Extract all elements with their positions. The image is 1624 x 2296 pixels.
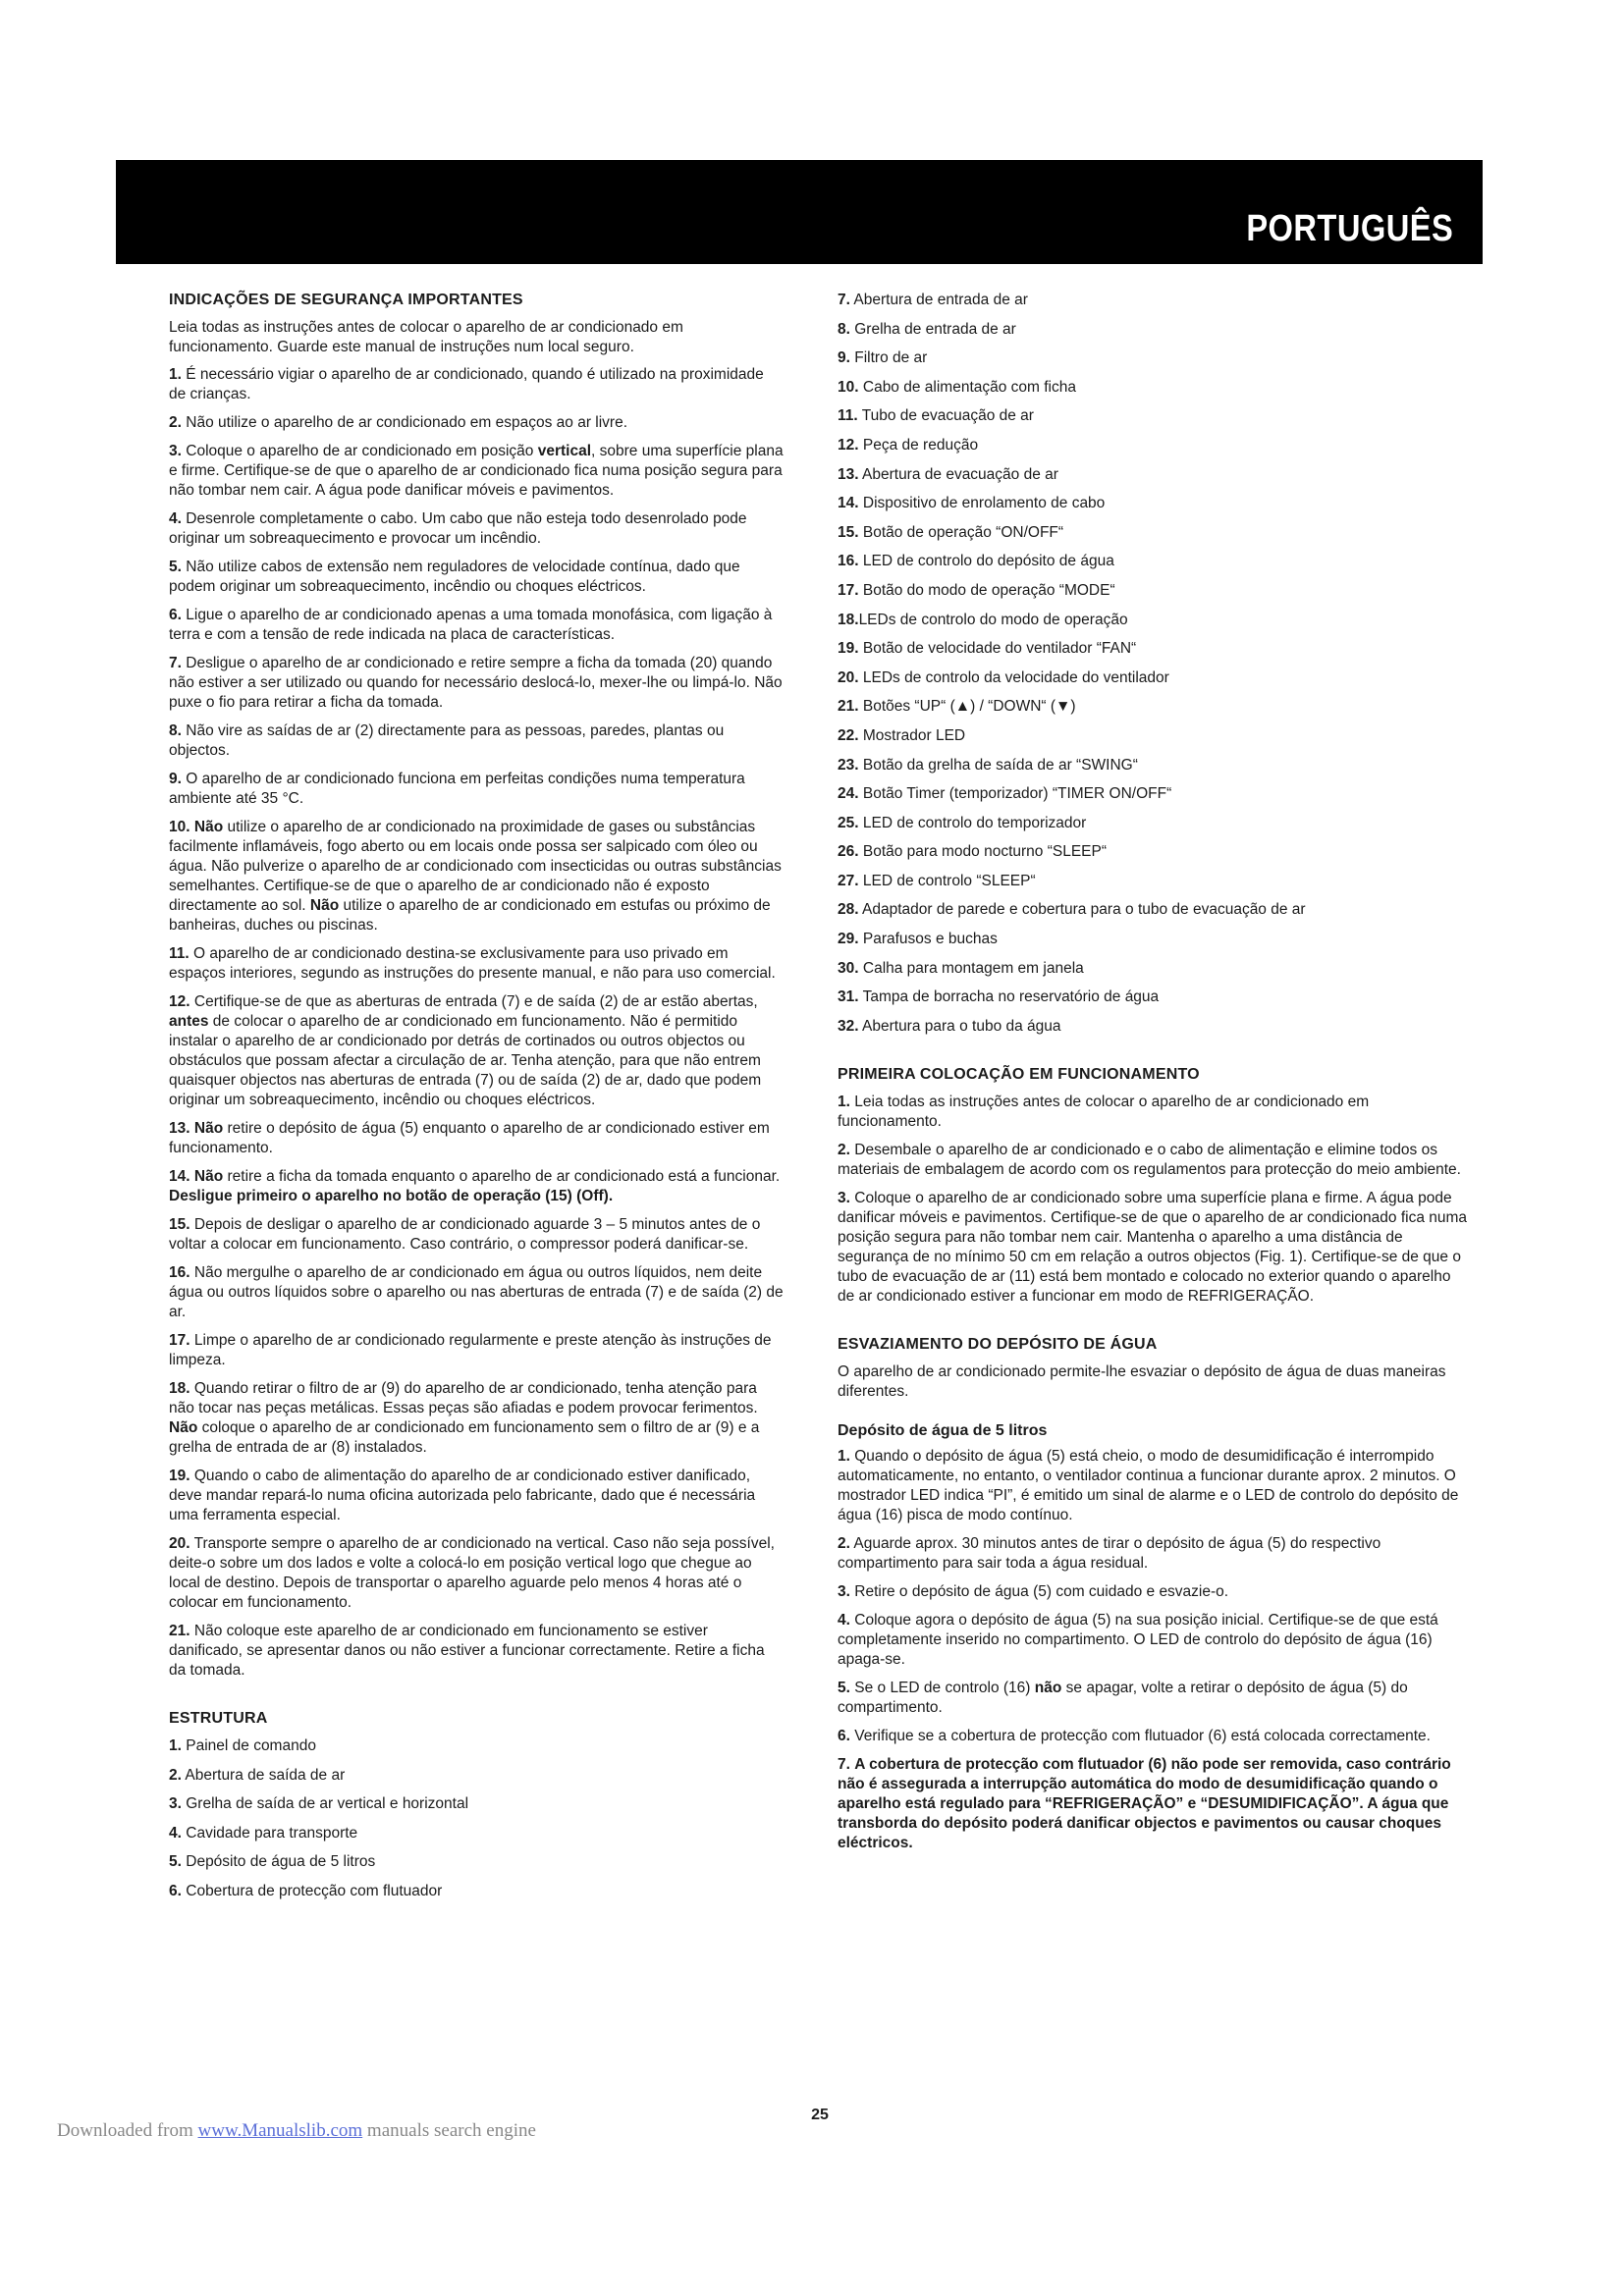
- structure-item: 4. Cavidade para transporte: [169, 1824, 358, 1842]
- structure-list-part1: [169, 1736, 784, 1901]
- structure-item: 19. Botão de velocidade do ventilador “FAN“: [838, 640, 1137, 658]
- structure-item: 5. Depósito de água de 5 litros: [169, 1853, 376, 1871]
- emptying-item: 3. Retire o depósito de água (5) com cuidado e esvazie-o.: [838, 1583, 1229, 1601]
- emptying-item: 5. Se o LED de controlo (16) não se apagar, volte a retirar o depósito de água (5) do compartimento.: [838, 1680, 1408, 1717]
- safety-item: 14. Não retire a ficha da tomada enquanto o aparelho de ar condicionado está a funcionar. Desligue primeiro o aparelho no botão de operação (15) (Off).: [169, 1168, 781, 1204]
- safety-item: 7. Desligue o aparelho de ar condicionado e retire sempre a ficha da tomada (20) quando não estiver a ser utilizado ou quando for necessário deslocá-lo, mexer-lhe ou limpá-lo. Não puxe o fio para retirar a ficha da tomada.: [169, 655, 783, 711]
- safety-item: 19. Quando o cabo de alimentação do aparelho de ar condicionado estiver danificado, deve mandar repará-lo numa oficina autorizada pelo fabricante, dado que é necessária uma ferramenta especial.: [169, 1468, 756, 1523]
- first-use-item: 1. Leia todas as instruções antes de colocar o aparelho de ar condicionado em funcionamento.: [838, 1094, 1370, 1131]
- structure-item: 13. Abertura de evacuação de ar: [838, 465, 1058, 483]
- emptying-warning: 7. A cobertura de protecção com flutuador (6) não pode ser removida, caso contrário não é assegurada a interrupção automática do modo de desumidificação quando o aparelho está regulado para “REFRIGERAÇÃO” e “DESUMIDIFICAÇÃO”. A água que transborda do depósito poderá danificar objectos e pavimentos ou causar choques eléctricos.: [838, 1756, 1451, 1852]
- manualslib-link[interactable]: www.Manualslib.com: [197, 2120, 363, 2141]
- structure-item: 29. Parafusos e buchas: [838, 931, 998, 948]
- safety-item: 5. Não utilize cabos de extensão nem reguladores de velocidade contínua, dado que podem originar um sobreaquecimento, incêndio ou choques eléctricos.: [169, 559, 740, 595]
- structure-item: 1. Painel de comando: [169, 1737, 316, 1754]
- structure-item: 24. Botão Timer (temporizador) “TIMER ON/OFF“: [838, 785, 1172, 803]
- structure-item: 10. Cabo de alimentação com ficha: [838, 378, 1076, 396]
- emptying-item: 6. Verifique se a cobertura de protecção com flutuador (6) está colocada correctamente.: [838, 1728, 1431, 1745]
- first-use-heading: PRIMEIRA COLOCAÇÃO EM FUNCIONAMENTO: [838, 1066, 1200, 1084]
- structure-item: 15. Botão de operação “ON/OFF“: [838, 523, 1064, 541]
- first-use-item: 3. Coloque o aparelho de ar condicionado sobre uma superfície plana e firme. A água pode danificar móveis e pavimentos. Certifique-se de que o aparelho de ar condicionado fica numa posição segura para não tombar nem cair. Mantenha o aparelho a uma distância de segurança de no mínimo 50 cm em relação a outros objectos (Fig. 1). Certifique-se de que o tubo de evacuação de ar (11) está bem montado e colocado no exterior quando o aparelho de ar condicionado estiver a funcionar em modo de REFRIGERAÇÃO.: [838, 1190, 1468, 1306]
- safety-item: 9. O aparelho de ar condicionado funciona em perfeitas condições numa temperatura ambiente até 35 °C.: [169, 771, 745, 807]
- structure-item: 22. Mostrador LED: [838, 726, 966, 744]
- safety-item: 16. Não mergulhe o aparelho de ar condicionado em água ou outros líquidos, nem deite água ou outros líquidos sobre o aparelho ou nas aberturas de entrada (7) e de saída (2) de ar.: [169, 1264, 784, 1320]
- structure-item: 9. Filtro de ar: [838, 349, 928, 367]
- safety-item: 20. Transporte sempre o aparelho de ar condicionado na vertical. Caso não seja possível, deite-o sobre um dos lados e volte a colocá-lo em posição vertical logo que chegue ao local de destino. Depois de transportar o aparelho aguarde pelo menos 4 horas até o colocar em funcionamento.: [169, 1535, 775, 1611]
- emptying-item: 1. Quando o depósito de água (5) está cheio, o modo de desumidificação é interrompido automaticamente, no entanto, o ventilador continua a funcionar durante aprox. 2 minutos. O mostrador LED indica “PI”, é emitido um sinal de alarme e o LED de controlo do depósito de água (16) pisca de modo contínuo.: [838, 1448, 1459, 1524]
- download-footer: [57, 2120, 536, 2142]
- structure-item: 32. Abertura para o tubo da água: [838, 1017, 1061, 1035]
- safety-item: 6. Ligue o aparelho de ar condicionado apenas a uma tomada monofásica, com ligação à terra e com a tensão de rede indicada na placa de características.: [169, 607, 773, 643]
- safety-item: 15. Depois de desligar o aparelho de ar condicionado aguarde 3 – 5 minutos antes de o voltar a colocar em funcionamento. Caso contrário, o compressor poderá danificar-se.: [169, 1216, 761, 1253]
- safety-item: 4. Desenrole completamente o cabo. Um cabo que não esteja todo desenrolado pode originar um sobreaquecimento e provocar um incêndio.: [169, 510, 747, 547]
- structure-item: 11. Tubo de evacuação de ar: [838, 407, 1034, 425]
- emptying-heading: ESVAZIAMENTO DO DEPÓSITO DE ÁGUA: [838, 1336, 1158, 1354]
- structure-item: 18.LEDs de controlo do modo de operação: [838, 611, 1128, 628]
- safety-item: 8. Não vire as saídas de ar (2) directamente para as pessoas, paredes, plantas ou objectos.: [169, 722, 725, 759]
- safety-item: 21. Não coloque este aparelho de ar condicionado em funcionamento se estiver danificado, se apresentar danos ou não estiver a funcionar correctamente. Retire a ficha da tomada.: [169, 1623, 765, 1679]
- structure-item: 26. Botão para modo nocturno “SLEEP“: [838, 843, 1108, 861]
- footer-prefix: Downloaded from: [57, 2120, 198, 2141]
- structure-list-part2: [838, 291, 1471, 1037]
- safety-item: 13. Não retire o depósito de água (5) enquanto o aparelho de ar condicionado estiver em funcionamento.: [169, 1120, 770, 1156]
- structure-item: 28. Adaptador de parede e cobertura para o tubo de evacuação de ar: [838, 901, 1306, 919]
- structure-item: 17. Botão do modo de operação “MODE“: [838, 581, 1115, 599]
- safety-item: 12. Certifique-se de que as aberturas de entrada (7) e de saída (2) de ar estão abertas, antes de colocar o aparelho de ar condicionado em funcionamento. Não é permitido instalar o aparelho de ar condicionado por detrás de cortinados ou outros objectos ou obstáculos que possam afectar a circulação de ar. Tenha atenção, para que não entrem quaisquer objectos nas aberturas de entrada (7) ou de saída (2) de ar, dado que podem originar um sobreaquecimento, incêndio ou choques eléctricos.: [169, 993, 762, 1108]
- structure-item: 21. Botões “UP“ (▲) / “DOWN“ (▼): [838, 698, 1076, 716]
- language-title: PORTUGUÊS: [1246, 208, 1453, 249]
- emptying-subheading: Depósito de água de 5 litros: [838, 1422, 1048, 1440]
- first-use-item: 2. Desembale o aparelho de ar condicionado e o cabo de alimentação e elimine todos os materiais de embalagem de acordo com os regulamentos para protecção do meio ambiente.: [838, 1142, 1461, 1179]
- emptying-intro: O aparelho de ar condicionado permite-lhe esvaziar o depósito de água de duas maneiras diferentes.: [838, 1363, 1446, 1401]
- safety-intro: Leia todas as instruções antes de colocar o aparelho de ar condicionado em funcionamento. Guarde este manual de instruções num local seguro.: [169, 319, 683, 355]
- emptying-item: 2. Aguarde aprox. 30 minutos antes de tirar o depósito de água (5) do respectivo compartimento para sair toda a água residual.: [838, 1535, 1381, 1573]
- structure-item: 27. LED de controlo “SLEEP“: [838, 872, 1036, 889]
- structure-item: 12. Peça de redução: [838, 436, 979, 454]
- structure-item: 23. Botão da grelha de saída de ar “SWING“: [838, 756, 1138, 774]
- safety-item: 2. Não utilize o aparelho de ar condicionado em espaços ao ar livre.: [169, 414, 628, 431]
- structure-item: 3. Grelha de saída de ar vertical e horizontal: [169, 1795, 469, 1813]
- safety-item: 1. É necessário vigiar o aparelho de ar condicionado, quando é utilizado na proximidade de crianças.: [169, 366, 764, 402]
- structure-item: 31. Tampa de borracha no reservatório de água: [838, 988, 1160, 1006]
- structure-item: 30. Calha para montagem em janela: [838, 959, 1084, 977]
- safety-item: 17. Limpe o aparelho de ar condicionado regularmente e preste atenção às instruções de limpeza.: [169, 1332, 772, 1368]
- language-banner: [116, 160, 1483, 264]
- safety-heading: INDICAÇÕES DE SEGURANÇA IMPORTANTES: [169, 292, 523, 308]
- page-number: 25: [811, 2107, 829, 2123]
- safety-item: 18. Quando retirar o filtro de ar (9) do aparelho de ar condicionado, tenha atenção para não tocar nas peças metálicas. Essas peças são afiadas e podem provocar ferimentos. Não coloque o aparelho de ar condicionado em funcionamento sem o filtro de ar (9) e a grelha de entrada de ar (8) instalados.: [169, 1380, 760, 1456]
- structure-item: 6. Cobertura de protecção com flutuador: [169, 1882, 443, 1899]
- structure-item: 7. Abertura de entrada de ar: [838, 292, 1028, 308]
- safety-item: 3. Coloque o aparelho de ar condicionado em posição vertical, sobre uma superfície plana e firme. Certifique-se de que o aparelho de ar condicionado fica numa posição segura para não tombar nem cair. A água pode danificar móveis e pavimentos.: [169, 443, 784, 499]
- structure-item: 25. LED de controlo do temporizador: [838, 814, 1087, 831]
- footer-suffix: manuals search engine: [362, 2120, 536, 2141]
- right-column: [838, 291, 1471, 1862]
- safety-item: 10. Não utilize o aparelho de ar condicionado na proximidade de gases ou substâncias facilmente inflamáveis, fogo aberto ou em locais onde possa ser salpicado com óleo ou água. Não pulverize o aparelho de ar condicionado com insecticidas ou outras substâncias semelhantes. Certifique-se de que o aparelho de ar condicionado não é exposto directamente ao sol. Não utilize o aparelho de ar condicionado em estufas ou próximo de banheiras, duches ou piscinas.: [169, 819, 782, 934]
- structure-item: 16. LED de controlo do depósito de água: [838, 553, 1114, 570]
- structure-heading: ESTRUTURA: [169, 1710, 268, 1727]
- structure-item: 20. LEDs de controlo da velocidade do ventilador: [838, 668, 1169, 686]
- structure-item: 14. Dispositivo de enrolamento de cabo: [838, 495, 1106, 512]
- structure-item: 2. Abertura de saída de ar: [169, 1766, 346, 1784]
- structure-item: 8. Grelha de entrada de ar: [838, 320, 1016, 338]
- emptying-item: 4. Coloque agora o depósito de água (5) na sua posição inicial. Certifique-se de que está completamente inserido no compartimento. O LED de controlo do depósito de água (16) apaga-se.: [838, 1612, 1438, 1669]
- left-column: [169, 291, 784, 1911]
- safety-item: 11. O aparelho de ar condicionado destina-se exclusivamente para uso privado em espaços interiores, segundo as instruções do presente manual, e não para uso comercial.: [169, 945, 776, 982]
